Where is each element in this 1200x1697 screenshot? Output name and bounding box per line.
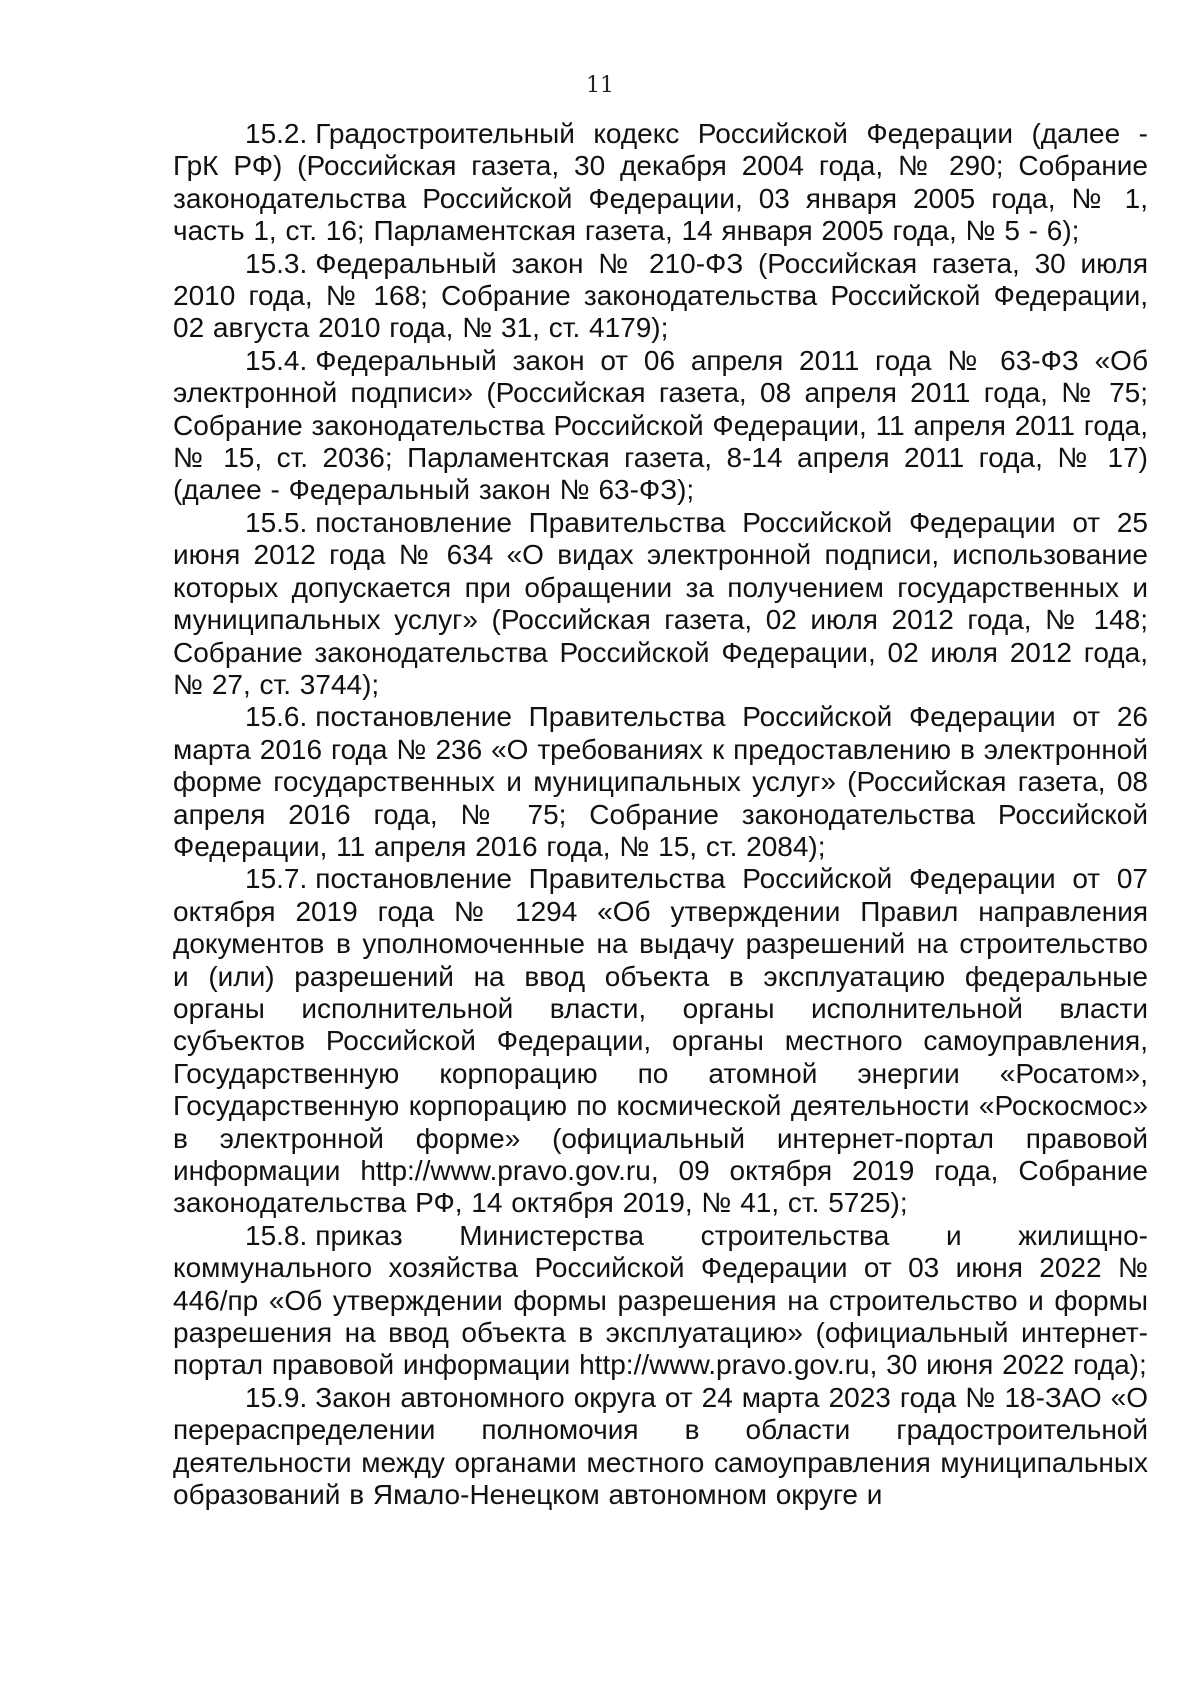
paragraph-15-8 [173, 1220, 1148, 1382]
paragraph-number: 15.4. [245, 344, 308, 376]
page-number: 11 [586, 73, 614, 98]
paragraph-text: Градостроительный кодекс Российской Федерации (далее - ГрК РФ) (Российская газета, 30 декабря 2004 года, № 290; Собрание законодательства Российской Федерации, 03 января 2005 года, № 1, часть 1, ст. 16; Парламентская газета, 14 января 2005 года, № 5 - 6); [173, 118, 1148, 247]
paragraph-text: Закон автономного округа от 24 марта 2023 года № 18-ЗАО «О перераспределении полномочия в области градостроительной деятельности между органами местного самоуправления муниципальных образований в Ямало-Ненецком автономном округе и [173, 1381, 1148, 1511]
paragraph-15-2 [173, 118, 1148, 248]
paragraph-number: 15.9. [245, 1381, 308, 1413]
paragraph-15-3 [173, 248, 1148, 345]
paragraph-15-9 [173, 1382, 1148, 1512]
paragraph-15-7 [173, 863, 1148, 1219]
paragraph-number: 15.6. [245, 701, 308, 733]
paragraph-number: 15.2. [245, 118, 308, 149]
paragraph-number: 15.5. [245, 506, 308, 538]
paragraph-15-6 [173, 701, 1148, 863]
document-body [173, 118, 1148, 1511]
paragraph-text: постановление Правительства Российской Федерации от 25 июня 2012 года № 634 «О видах электронной подписи, использование которых допускается при обращении за получением государственных и муниципальных услуг» (Российская газета, 02 июля 2012 года, № 148; Собрание законодательства Российской Федерации, 02 июля 2012 года, № 27, ст. 3744); [173, 506, 1148, 700]
paragraph-15-4 [173, 345, 1148, 507]
paragraph-text: Федеральный закон № 210-ФЗ (Российская газета, 30 июля 2010 года, № 168; Собрание законодательства Российской Федерации, 02 августа 2010 года, № 31, ст. 4179); [173, 247, 1148, 344]
paragraph-text: Федеральный закон от 06 апреля 2011 года № 63-ФЗ «Об электронной подписи» (Российская газета, 08 апреля 2011 года, № 75; Собрание законодательства Российской Федерации, 11 апреля 2011 года, № 15, ст. 2036; Парламентская газета, 8-14 апреля 2011 года, № 17) (далее - Федеральный закон № 63-ФЗ); [173, 344, 1148, 506]
paragraph-number: 15.3. [245, 247, 308, 279]
paragraph-text: постановление Правительства Российской Федерации от 07 октября 2019 года № 1294 «Об утверждении Правил направления документов в уполномоченные на выдачу разрешений на строительство и (или) разрешений на ввод объекта в эксплуатацию федеральные органы исполнительной власти, органы исполнительной власти субъектов Российской Федерации, органы местного самоуправления, Государственную корпорацию по атомной энергии «Росатом», Государственную корпорацию по космической деятельности «Роскосмос» в электронной форме» (официальный интернет-портал правовой информации http://www.pravo.gov.ru, 09 октября 2019 года, Собрание законодательства РФ, 14 октября 2019, № 41, ст. 5725); [173, 863, 1148, 1219]
paragraph-text: постановление Правительства Российской Федерации от 26 марта 2016 года № 236 «О требованиях к предоставлению в электронной форме государственных и муниципальных услуг» (Российская газета, 08 апреля 2016 года, № 75; Собрание законодательства Российской Федерации, 11 апреля 2016 года, № 15, ст. 2084); [173, 701, 1148, 862]
paragraph-number: 15.7. [245, 863, 308, 895]
paragraph-15-5 [173, 507, 1148, 701]
paragraph-number: 15.8. [245, 1219, 308, 1251]
paragraph-text: приказ Министерства строительства и жилищно-коммунального хозяйства Российской Федерации от 03 июня 2022 № 446/пр «Об утверждении формы разрешения на строительство и формы разрешения на ввод объекта в эксплуатацию» (официальный интернет-портал правовой информации http://www.pravo.gov.ru, 30 июня 2022 года); [173, 1219, 1148, 1381]
